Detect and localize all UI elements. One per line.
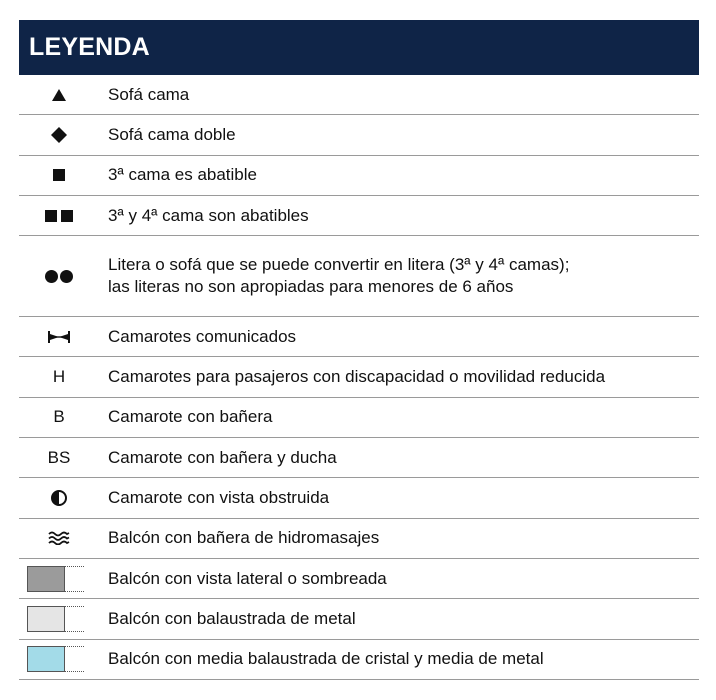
diamond-icon	[19, 127, 99, 143]
legend-label: Balcón con media balaustrada de cristal y media de metal	[108, 649, 544, 669]
square-icon	[19, 169, 99, 181]
legend-title: LEYENDA	[29, 33, 150, 61]
legend-label: 3ª y 4ª cama son abatibles	[108, 205, 309, 225]
legend-row	[19, 519, 699, 559]
connecting-icon	[19, 331, 99, 343]
legend-row	[19, 478, 699, 518]
double-square-icon	[19, 210, 99, 222]
wheelchair-h-symbol: H	[52, 367, 66, 387]
legend-row	[19, 357, 699, 397]
triangle-icon	[19, 89, 99, 101]
legend-row	[19, 398, 699, 438]
legend-row	[19, 236, 699, 317]
legend-row	[19, 640, 699, 680]
legend-label: Balcón con vista lateral o sombreada	[108, 568, 387, 588]
legend-label	[99, 254, 699, 298]
legend-label: Balcón con bañera de hidromasajes	[108, 528, 380, 548]
legend-label-line: las literas no son apropiadas para menores de 6 años	[108, 277, 514, 297]
balcony-light-swatch	[19, 606, 99, 632]
legend-row	[19, 317, 699, 357]
legend-label: Sofá cama doble	[108, 124, 236, 144]
legend-row	[19, 156, 699, 196]
legend-table	[19, 20, 699, 680]
half-circle-icon	[19, 490, 99, 506]
legend-label: Sofá cama	[108, 84, 190, 104]
bath-shower-bs-symbol: BS	[47, 447, 71, 467]
legend-label: 3ª cama es abatible	[108, 165, 257, 185]
legend-label: Camarotes para pasajeros con discapacidad o movilidad reducida	[108, 367, 606, 387]
legend-row	[19, 559, 699, 599]
legend-row	[19, 599, 699, 639]
legend-label: Camarote con vista obstruida	[108, 488, 330, 508]
legend-label: Camarote con bañera	[108, 407, 273, 427]
legend-label: Camarote con bañera y ducha	[108, 447, 337, 467]
legend-label: Balcón con balaustrada de metal	[108, 608, 356, 628]
legend-row	[19, 196, 699, 236]
legend-label-line: Litera o sofá que se puede convertir en litera (3ª y 4ª camas);	[108, 255, 570, 275]
bathtub-b-symbol: B	[53, 407, 65, 427]
legend-row	[19, 75, 699, 115]
legend-header	[19, 20, 699, 75]
legend-label: Camarotes comunicados	[108, 326, 297, 346]
balcony-blue-swatch	[19, 646, 99, 672]
balcony-gray-swatch	[19, 566, 99, 592]
waves-icon	[19, 531, 99, 545]
legend-row	[19, 115, 699, 155]
legend-row	[19, 438, 699, 478]
double-circle-icon	[19, 270, 99, 283]
